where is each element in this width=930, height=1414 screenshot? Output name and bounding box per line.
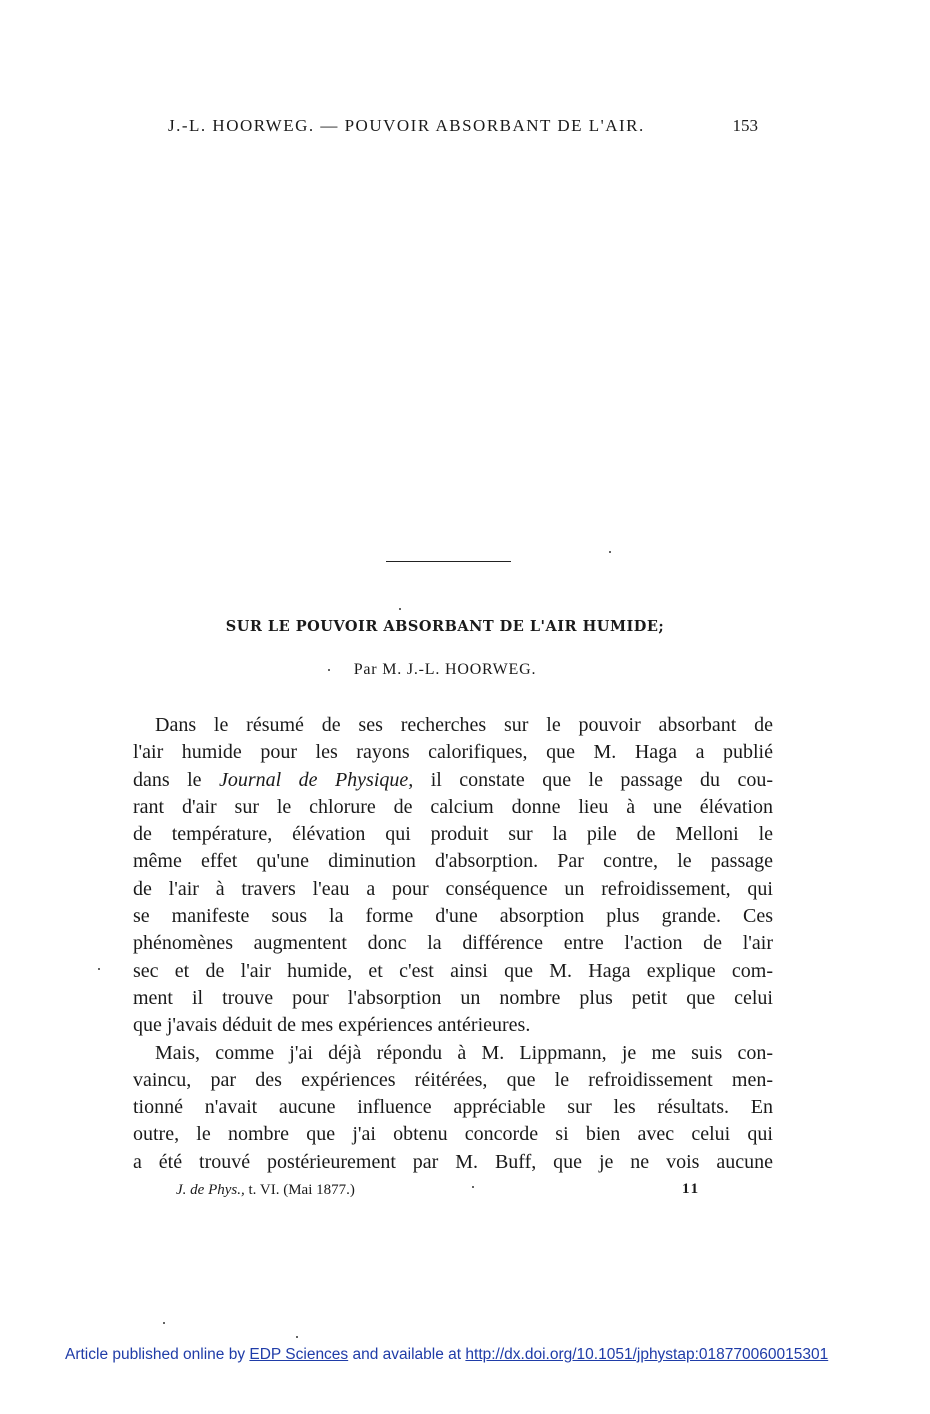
- notice-middle: and available at: [348, 1346, 466, 1363]
- notice-prefix: Article published online by: [65, 1346, 250, 1363]
- journal-title-italic: Journal de Physique,: [218, 768, 414, 791]
- publisher-link[interactable]: EDP Sciences: [249, 1346, 349, 1363]
- body-line: de l'air à travers l'eau a pour conséquence un refroidissement, qui: [133, 877, 773, 900]
- body-line: sec et de l'air humide, et c'est ainsi que M. Haga explique com-: [133, 959, 773, 982]
- scan-speck: [163, 1322, 165, 1324]
- article-body: [133, 712, 773, 1176]
- scan-speck: [98, 968, 100, 970]
- body-line: se manifeste sous la forme d'une absorption plus grande. Ces: [133, 905, 773, 928]
- scan-speck: [472, 1186, 474, 1188]
- body-line: outre, le nombre que j'ai obtenu concorde si bien avec celui qui: [133, 1123, 773, 1146]
- body-line: rant d'air sur le chlorure de calcium donne lieu à une élévation: [133, 795, 773, 818]
- body-line: vaincu, par des expériences réitérées, que le refroidissement men-: [133, 1068, 773, 1091]
- page-number: 153: [732, 116, 758, 135]
- journal-reference: [176, 1182, 355, 1199]
- body-line: même effet qu'une diminution d'absorption. Par contre, le passage: [133, 850, 773, 873]
- article-byline: Par M. J.-L. HOORWEG.: [353, 661, 537, 678]
- journal-ref-italic: J. de Phys.,: [176, 1182, 245, 1198]
- body-line: a été trouvé postérieurement par M. Buff, que je ne vois aucune: [133, 1150, 773, 1173]
- body-text-segment: dans le: [133, 768, 219, 791]
- body-line: de température, élévation qui produit sur la pile de Melloni le: [133, 823, 773, 846]
- publication-notice: [65, 1346, 828, 1364]
- body-line: tionné n'avait aucune influence appréciable sur les résultats. En: [133, 1096, 773, 1119]
- body-line: que j'avais déduit de mes expériences antérieures.: [133, 1014, 531, 1037]
- body-line-with-italic: [133, 767, 773, 794]
- body-line: ment il trouve pour l'absorption un nombre plus petit que celui: [133, 986, 773, 1009]
- journal-ref-rest: t. VI. (Mai 1877.): [244, 1182, 355, 1198]
- doi-link[interactable]: http://dx.doi.org/10.1051/jphystap:018770060015301: [465, 1346, 829, 1363]
- scan-speck: [609, 551, 611, 553]
- body-line: l'air humide pour les rayons calorifiques, que M. Haga a publié: [133, 741, 773, 764]
- body-line: Dans le résumé de ses recherches sur le pouvoir absorbant de: [155, 714, 773, 736]
- scan-speck: [399, 608, 401, 610]
- scan-speck: [296, 1336, 298, 1338]
- article-title: SUR LE POUVOIR ABSORBANT DE L'AIR HUMIDE;: [225, 618, 665, 635]
- body-text-segment: il constate que le passage du cou-: [413, 768, 773, 791]
- body-line: phénomènes augmentent donc la différence entre l'action de l'air: [133, 932, 773, 955]
- body-line: Mais, comme j'ai déjà répondu à M. Lippmann, je me suis con-: [155, 1041, 773, 1064]
- signature-mark: 11: [682, 1181, 701, 1197]
- section-rule: [386, 561, 511, 562]
- running-title: J.-L. HOORWEG. — POUVOIR ABSORBANT DE L'AIR.: [168, 116, 645, 135]
- scan-speck: [328, 669, 330, 671]
